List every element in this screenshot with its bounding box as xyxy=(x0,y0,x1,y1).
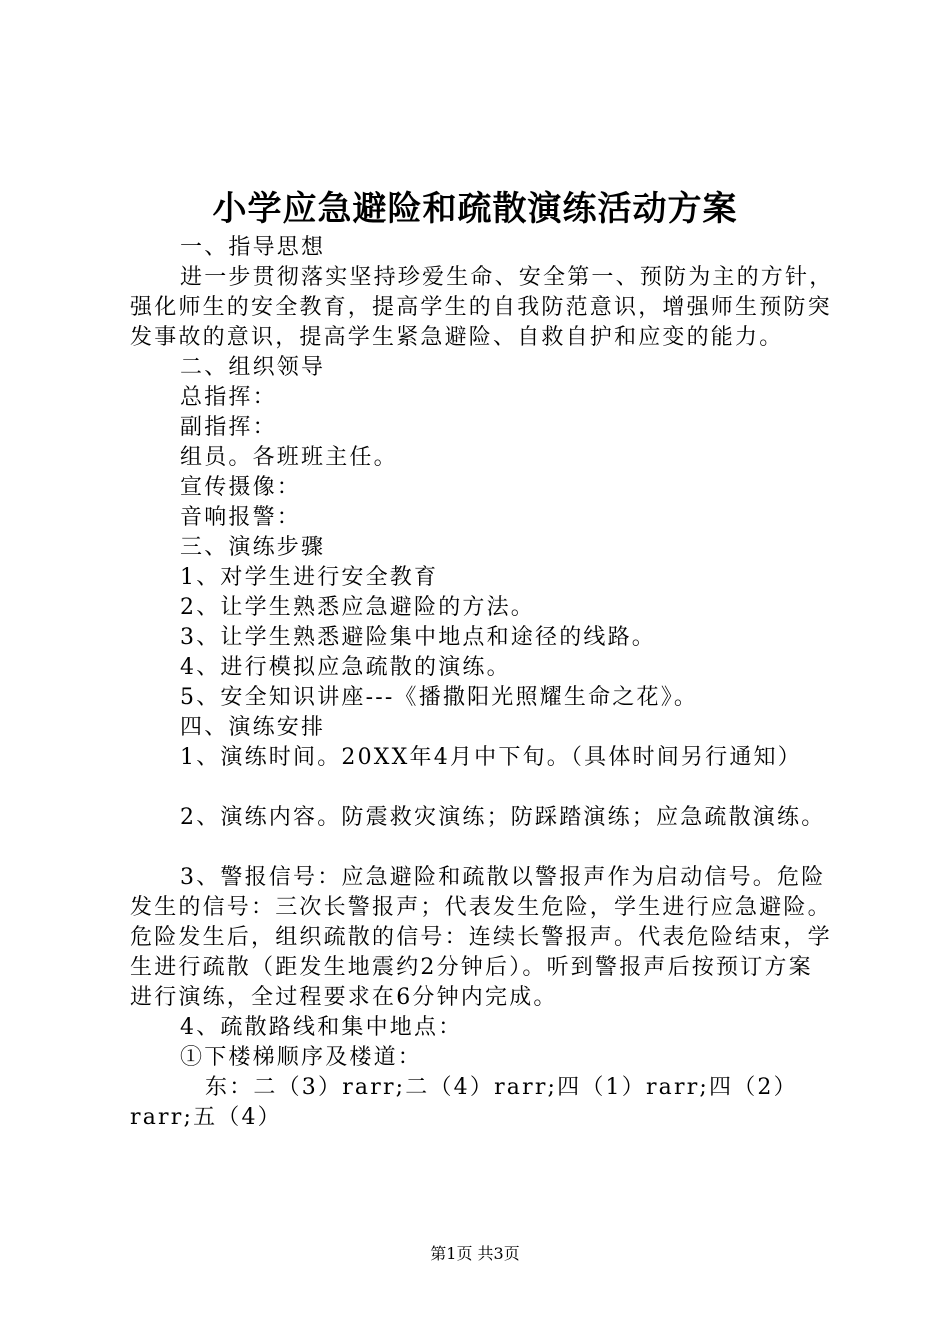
list-item: 4、疏散路线和集中地点： xyxy=(180,1015,463,1040)
list-item: 4、进行模拟应急疏散的演练。 xyxy=(180,655,511,680)
paragraph: 宣传摄像： xyxy=(180,475,302,500)
paragraph: 3、警报信号：应急避险和疏散以警报声作为启动信号。危险发生的信号：三次长警报声；代表发生危险，学生进行应急避险。危险发生后，组织疏散的信号：连续长警报声。代表危险结束，学生进行疏散（距发生地震约2分钟后）。听到警报声后按预订方案进行演练，全过程要求在6分钟内完成。 xyxy=(130,865,832,1010)
paragraph: 进一步贯彻落实坚持珍爱生命、安全第一、预防为主的方针，强化师生的安全教育，提高学生的自我防范意识，增强师生预防突发事故的意识，提高学生紧急避险、自救自护和应变的能力。 xyxy=(130,265,834,350)
document-body xyxy=(130,233,835,1133)
section-heading: 三、演练步骤 xyxy=(180,535,326,560)
section-heading: 四、演练安排 xyxy=(180,715,326,740)
list-item: 2、演练内容。防震救灾演练；防踩踏演练；应急疏散演练。 xyxy=(180,805,826,830)
document-title: 小学应急避险和疏散演练活动方案 xyxy=(212,189,738,229)
page-number: 第1页 共3页 xyxy=(430,1244,520,1263)
list-item: ①下楼梯顺序及楼道： xyxy=(180,1045,423,1070)
list-item: 2、让学生熟悉应急避险的方法。 xyxy=(180,595,535,620)
list-item: 5、安全知识讲座---《播撒阳光照耀生命之花》。 xyxy=(180,685,699,710)
paragraph: 东：二（3）rarr;二（4）rarr;四（1）rarr;四（2）rarr;五（4） xyxy=(130,1075,798,1130)
list-item: 1、对学生进行安全教育 xyxy=(180,565,439,590)
list-item: 3、让学生熟悉避险集中地点和途径的线路。 xyxy=(180,625,656,650)
section-heading: 一、指导思想 xyxy=(180,235,326,260)
section-heading: 二、组织领导 xyxy=(180,355,326,380)
list-item: 1、演练时间。20XX年4月中下旬。（具体时间另行通知） xyxy=(180,745,802,770)
paragraph: 音响报警： xyxy=(180,505,302,530)
paragraph: 总指挥： xyxy=(180,385,277,410)
paragraph: 副指挥： xyxy=(180,415,277,440)
paragraph: 组员。各班班主任。 xyxy=(180,445,398,470)
